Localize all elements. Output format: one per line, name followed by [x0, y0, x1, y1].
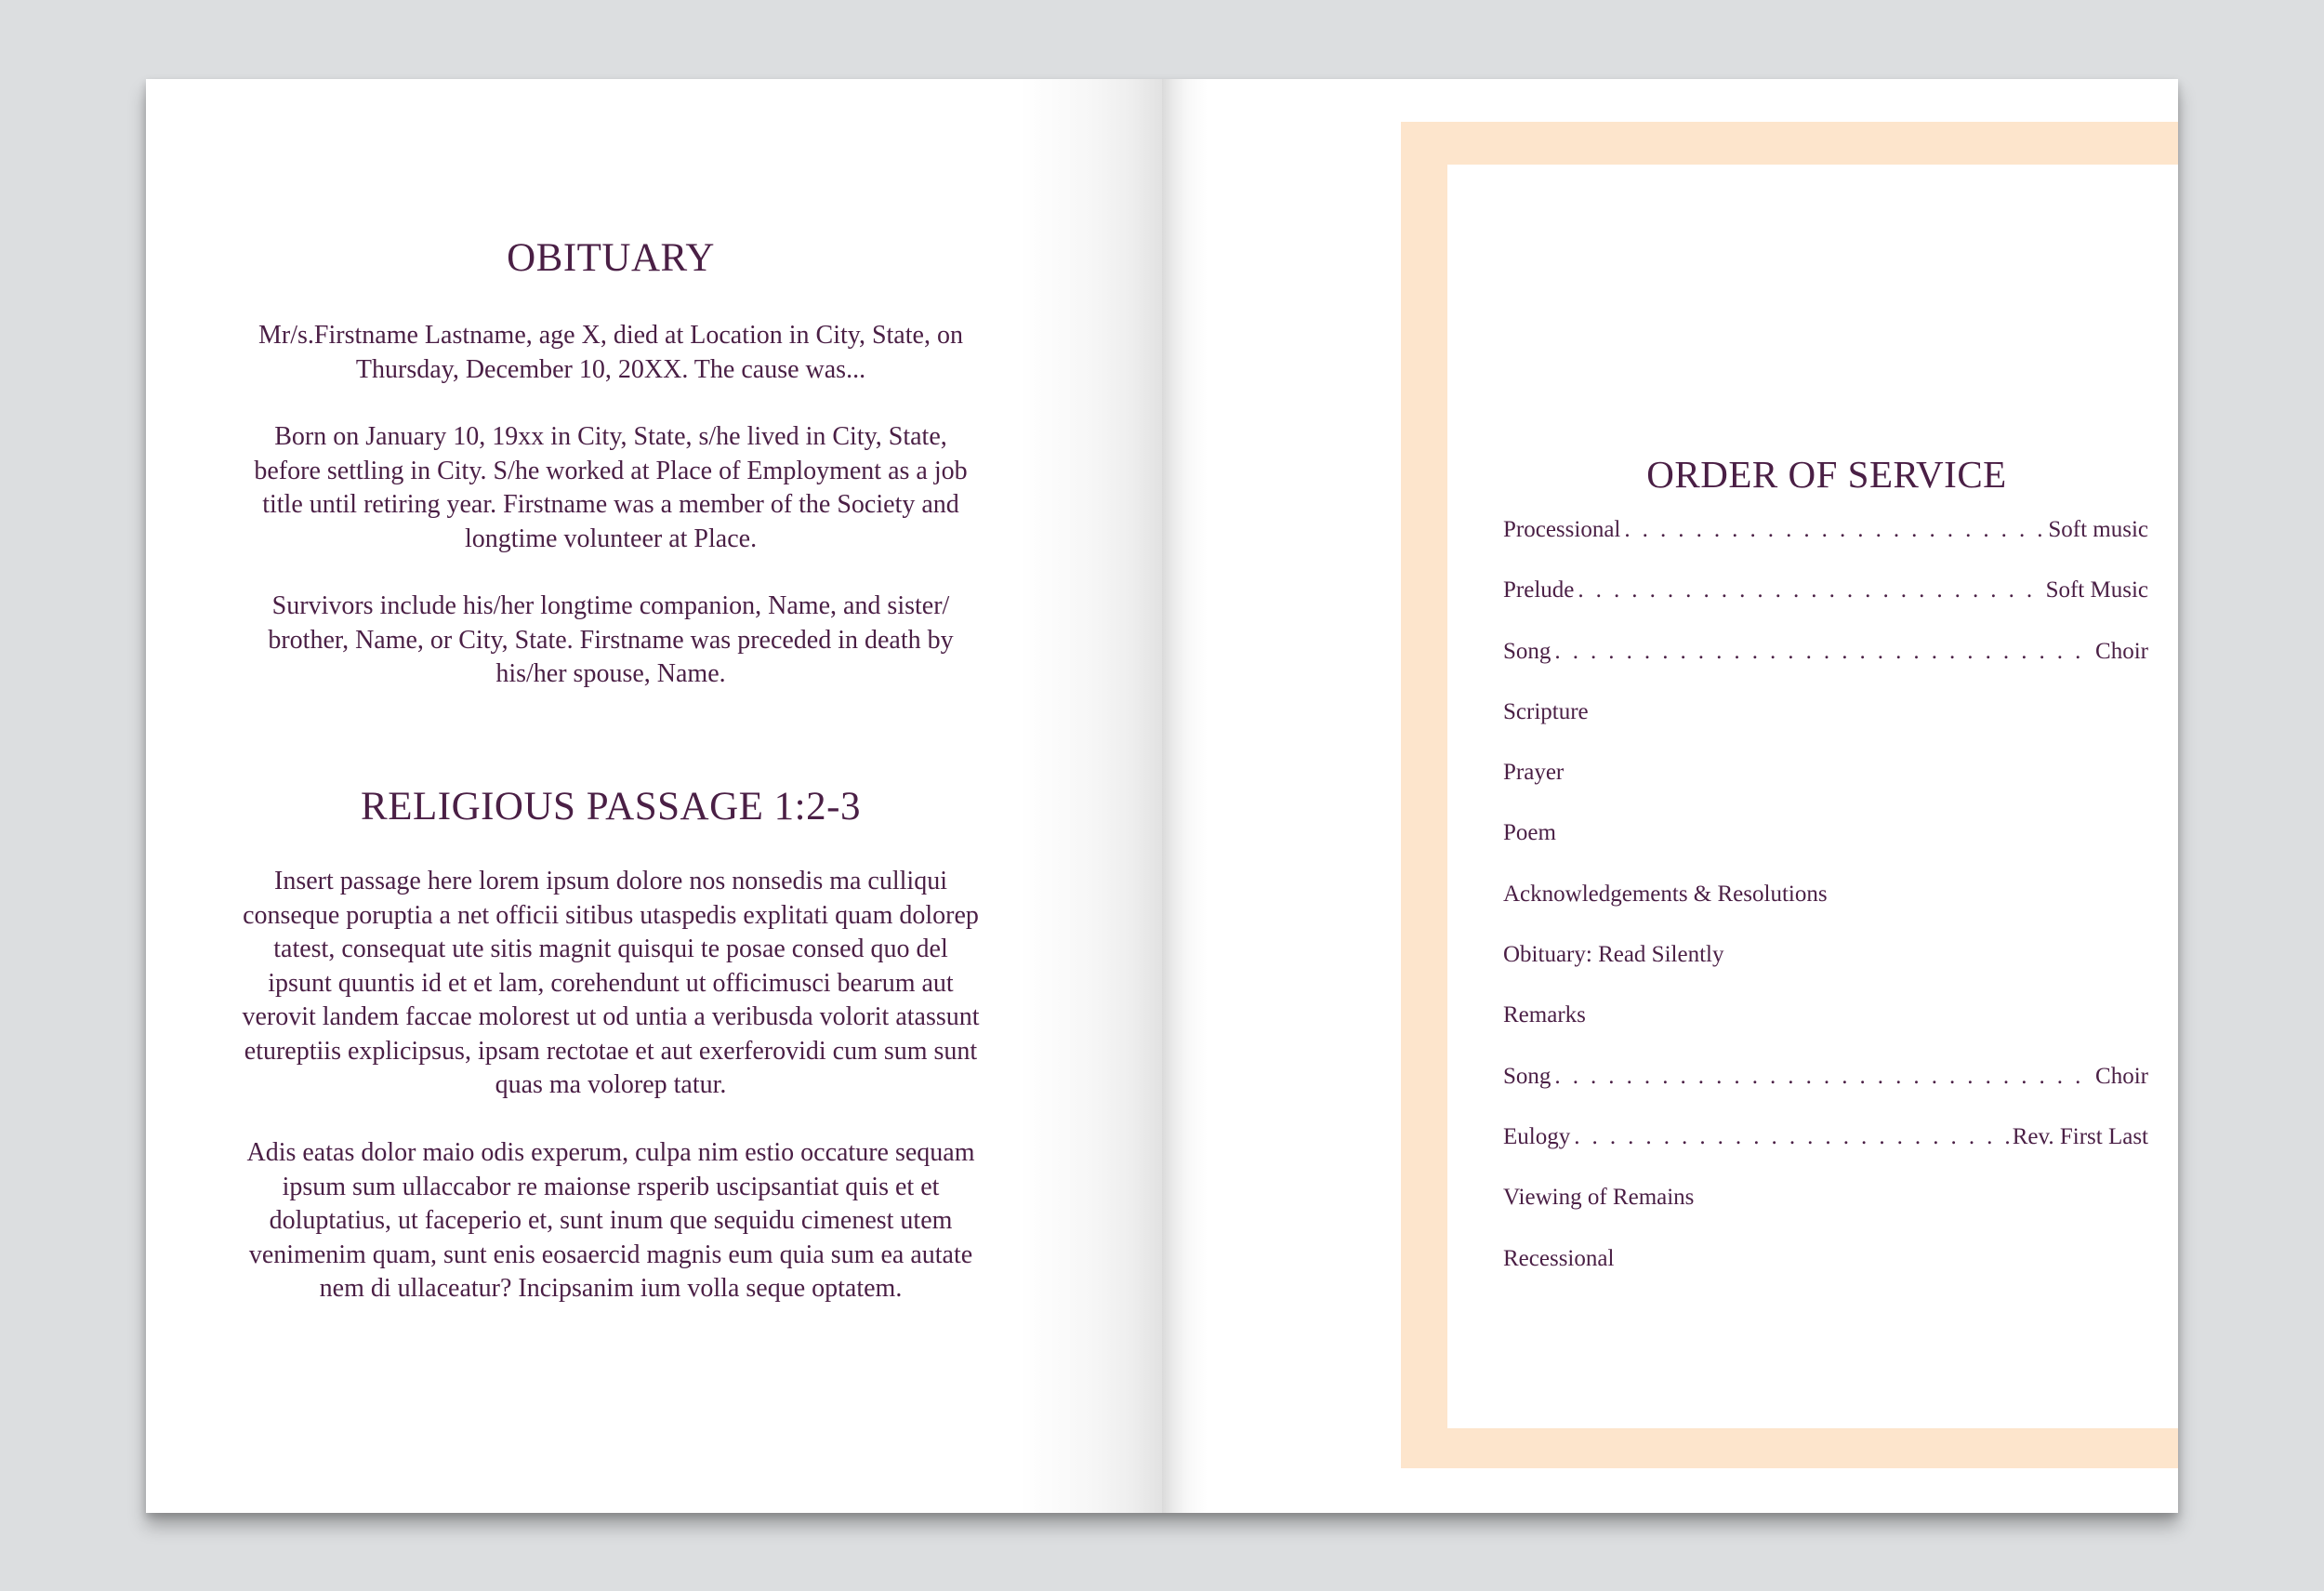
service-item: [1503, 577, 2148, 637]
obituary-heading: OBITUARY: [507, 236, 715, 280]
dot-leader: [1624, 516, 2044, 544]
service-item: [1503, 638, 2148, 698]
service-item-label: Song: [1503, 1063, 1552, 1089]
dot-leader: [1554, 638, 2092, 666]
service-item-value: Rev. First Last: [2012, 1123, 2148, 1149]
service-item: [1503, 1123, 2148, 1184]
program-spread: [146, 79, 2178, 1513]
right-page: [1162, 79, 2178, 1513]
service-item: [1503, 759, 2148, 819]
service-item: [1503, 1184, 2148, 1244]
dot-leader: [1554, 1063, 2092, 1091]
religious-passage-heading: RELIGIOUS PASSAGE 1:2-3: [361, 785, 861, 829]
service-item: [1503, 881, 2148, 941]
passage-paragraph: Insert passage here lorem ipsum dolore nos nonsedis ma culliqui conseque poruptia a net officii sitibus utaspedis explitati quam dolorep tatest, consequat ute sitis magnit quisqui te posae consed quo del ipsunt quuntis id et et lam, corehendunt ut officimusci bearum aut verovit landem faccae molorest ut od untia a veribusda volorit atassunt etureptiis explicipsus, ipsam rectotae et aut exerferovidi cum sum sunt quas ma volorep tatur.: [242, 867, 980, 1099]
dot-leader: [1578, 577, 2041, 604]
service-item: [1503, 819, 2148, 880]
left-page: [146, 79, 1162, 1513]
service-item: [1503, 1001, 2148, 1062]
service-item-label: Obituary: Read Silently: [1503, 942, 1724, 968]
service-item-label: Processional: [1503, 517, 1621, 542]
service-item: [1503, 698, 2148, 759]
service-item: [1503, 1245, 2148, 1306]
peach-border-frame: [1401, 122, 2178, 1468]
service-item-label: Poem: [1503, 820, 1556, 846]
service-item-label: Song: [1503, 638, 1552, 664]
obituary-paragraph: Mr/s.Firstname Lastname, age X, died at Location in City, State, on Thursday, December 10, 20XX. The cause was...: [258, 321, 963, 384]
service-item-label: Recessional: [1503, 1245, 1615, 1271]
service-item-label: Remarks: [1503, 1002, 1586, 1028]
obituary-paragraph: Survivors include his/her longtime companion, Name, and sister/ brother, Name, or City, State. Firstname was preceded in death by his/her spouse, Name.: [268, 591, 954, 688]
service-item-value: Soft music: [2048, 517, 2148, 542]
service-item-value: Choir: [2095, 638, 2148, 664]
service-item-value: Choir: [2095, 1063, 2148, 1089]
order-of-service-heading: ORDER OF SERVICE: [1646, 453, 2007, 496]
service-item-label: Prelude: [1503, 577, 1575, 603]
dot-leader: [1574, 1123, 2008, 1151]
service-item-label: Scripture: [1503, 698, 1589, 724]
service-item-label: Eulogy: [1503, 1123, 1571, 1149]
service-item-label: Viewing of Remains: [1503, 1185, 1695, 1211]
order-of-service-list: [1503, 516, 2148, 1306]
service-item: [1503, 1063, 2148, 1123]
service-item: [1503, 516, 2148, 577]
service-item-value: Soft Music: [2045, 577, 2148, 603]
service-item: [1503, 941, 2148, 1001]
obituary-paragraph: Born on January 10, 19xx in City, State, s/he lived in City, State, before settling in City. S/he worked at Place of Employment as a job title until retiring year. Firstname was a member of the Society and longtime volunteer at Place.: [254, 422, 968, 553]
service-item-label: Acknowledgements & Resolutions: [1503, 881, 1828, 907]
service-item-label: Prayer: [1503, 760, 1565, 786]
passage-paragraph: Adis eatas dolor maio odis experum, culpa nim estio occature sequam ipsum sum ullaccabor re maionse rsperib uscipsantiat quis et et doluptatius, ut faceperio et, sunt inum que sequidu cimenest utem venimenim quam, sunt enis eosaercid magnis eum quia sum ea autate nem di ullaceatur? Incipsanim ium volla seque optatem.: [246, 1138, 975, 1303]
order-of-service-panel: [1447, 165, 2178, 1428]
